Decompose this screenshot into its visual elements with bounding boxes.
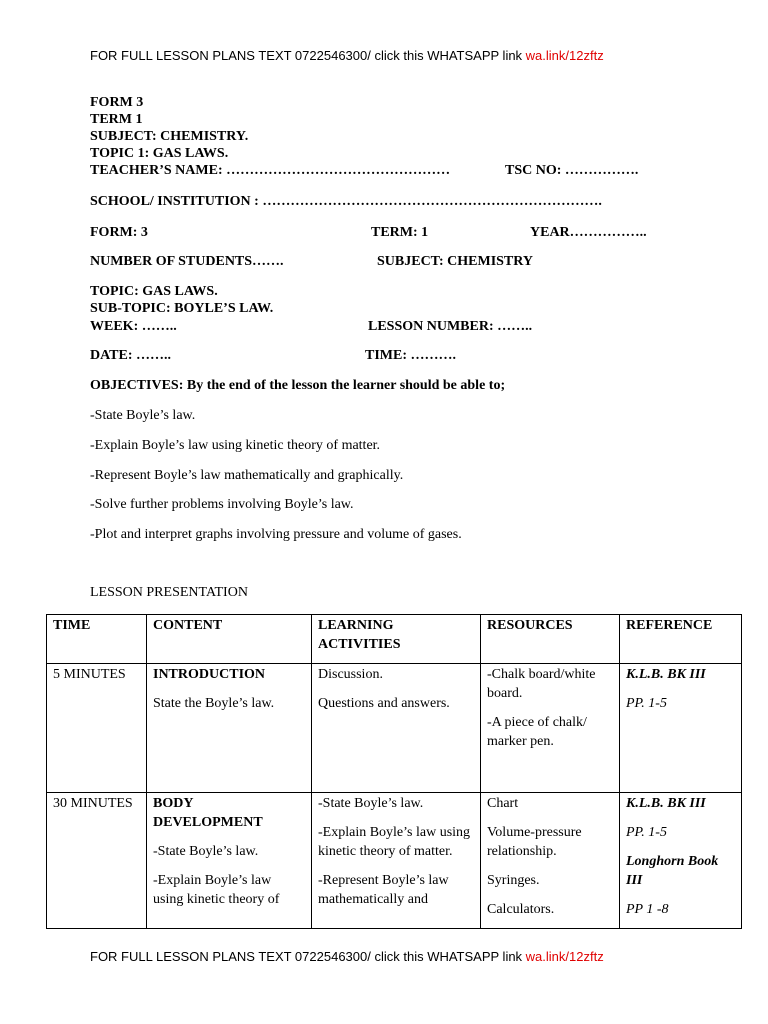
lesson-presentation-heading: LESSON PRESENTATION (90, 585, 248, 600)
resource-line: Volume-pressure relationship. (487, 825, 582, 859)
resource-line: -A piece of chalk/ marker pen. (487, 715, 587, 749)
activity-line: -Represent Boyle’s law mathematically and (318, 873, 449, 907)
objective-item: -Plot and interpret graphs involving pressure and volume of gases. (90, 527, 462, 542)
resource-line: Syringes. (487, 873, 540, 888)
objectives-intro: : By the end of the lesson the learner should be able to; (178, 378, 506, 393)
time-field: TIME: ………. (365, 348, 456, 363)
table-row (47, 793, 742, 929)
year-field: YEAR…………….. (530, 225, 647, 240)
reference-line: PP 1 -8 (626, 902, 669, 917)
objective-item: -Represent Boyle’s law mathematically and graphically. (90, 468, 404, 483)
form-field: FORM: 3 (90, 225, 148, 240)
cell-content (147, 793, 312, 929)
footer-banner-text: FOR FULL LESSON PLANS TEXT 0722546300/ click this WHATSAPP link (90, 949, 526, 964)
objectives-heading (90, 377, 505, 394)
header-banner-text: FOR FULL LESSON PLANS TEXT 0722546300/ click this WHATSAPP link (90, 48, 526, 63)
teacher-name: TEACHER’S NAME: ………………………………………… (90, 163, 451, 178)
cell-time: 30 MINUTES (47, 793, 147, 929)
activity-line: Discussion. (318, 667, 383, 682)
footer-banner (90, 949, 604, 964)
objectives-label: OBJECTIVES (90, 378, 179, 393)
resource-line: -Chalk board/white board. (487, 667, 596, 701)
content-line: -State Boyle’s law. (153, 844, 259, 859)
header-content: CONTENT (147, 615, 312, 664)
intro-subject: SUBJECT: CHEMISTRY. (90, 129, 249, 144)
objective-item: -Solve further problems involving Boyle’s law. (90, 497, 354, 512)
activity-line: Questions and answers. (318, 696, 450, 711)
intro-topic: TOPIC 1: GAS LAWS. (90, 146, 229, 161)
cell-reference (620, 793, 742, 929)
number-of-students: NUMBER OF STUDENTS……. (90, 254, 284, 269)
cell-content (147, 664, 312, 793)
content-title: BODY DEVELOPMENT (153, 796, 263, 830)
content-title: INTRODUCTION (153, 667, 266, 682)
cell-resources (481, 793, 620, 929)
whatsapp-link[interactable]: wa.link/12zftz (525, 949, 604, 964)
resource-line: Chart (487, 796, 519, 811)
lesson-table (46, 614, 742, 929)
tsc-number: TSC NO: ……………. (505, 163, 639, 178)
subject-field: SUBJECT: CHEMISTRY (377, 254, 533, 269)
lesson-number-field: LESSON NUMBER: …….. (368, 319, 533, 334)
intro-form: FORM 3 (90, 95, 144, 110)
reference-line: PP. 1-5 (626, 696, 667, 711)
table-header-row (47, 615, 742, 664)
reference-line: PP. 1-5 (626, 825, 667, 840)
content-line: State the Boyle’s law. (153, 696, 275, 711)
header-learning-activities: LEARNING ACTIVITIES (312, 615, 481, 664)
cell-activities (312, 793, 481, 929)
reference-title: K.L.B. BK III (626, 796, 706, 811)
resource-line: Calculators. (487, 902, 555, 917)
date-field: DATE: …….. (90, 348, 172, 363)
week-field: WEEK: …….. (90, 319, 177, 334)
activity-line: -State Boyle’s law. (318, 796, 424, 811)
cell-activities (312, 664, 481, 793)
reference-title: K.L.B. BK III (626, 667, 706, 682)
objective-item: -State Boyle’s law. (90, 408, 196, 423)
school-institution: SCHOOL/ INSTITUTION : ………………………………………………………………. (90, 194, 602, 209)
intro-term: TERM 1 (90, 112, 143, 127)
whatsapp-link[interactable]: wa.link/12zftz (525, 48, 604, 63)
header-resources: RESOURCES (481, 615, 620, 664)
objective-item: -Explain Boyle’s law using kinetic theory of matter. (90, 438, 381, 453)
header-banner (90, 48, 604, 63)
activity-line: -Explain Boyle’s law using kinetic theory of matter. (318, 825, 471, 859)
header-reference: REFERENCE (620, 615, 742, 664)
cell-reference (620, 664, 742, 793)
cell-time: 5 MINUTES (47, 664, 147, 793)
table-row (47, 664, 742, 793)
reference-line: Longhorn Book III (626, 854, 719, 888)
content-line: -Explain Boyle’s law using kinetic theory of (153, 873, 280, 907)
term-field: TERM: 1 (371, 225, 429, 240)
header-time: TIME (47, 615, 147, 664)
topic-field: TOPIC: GAS LAWS. (90, 284, 218, 299)
subtopic-field: SUB-TOPIC: BOYLE’S LAW. (90, 301, 274, 316)
cell-resources (481, 664, 620, 793)
